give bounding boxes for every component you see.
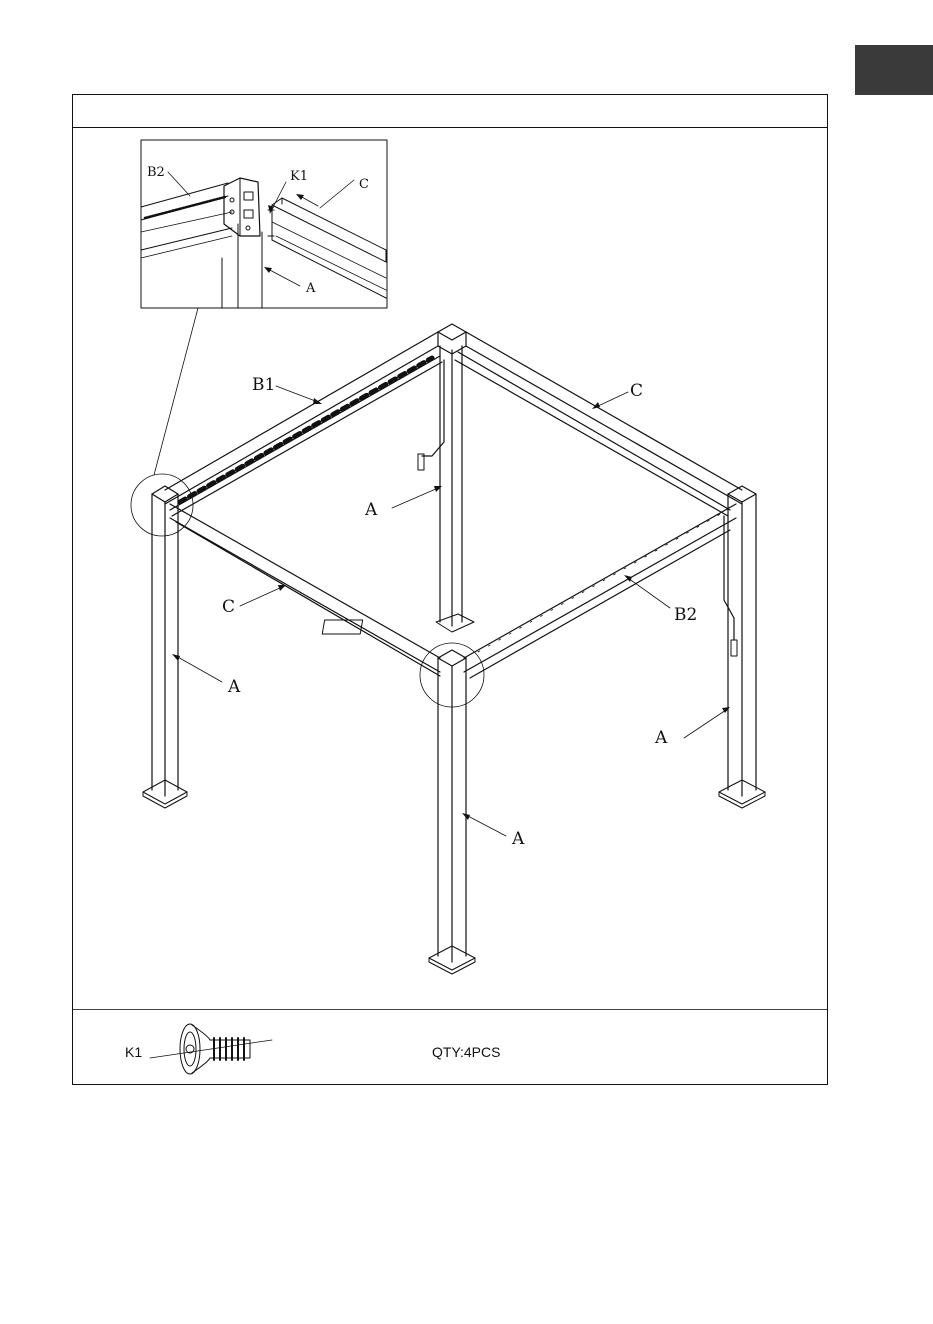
callout-a-left: A bbox=[228, 677, 241, 697]
screw-k1-icon bbox=[150, 1024, 272, 1074]
callout-c-back: C bbox=[630, 381, 644, 401]
inset-label-k1: K1 bbox=[290, 169, 308, 184]
part-label-k1: K1 bbox=[125, 1044, 143, 1060]
inset-label-b2: B2 bbox=[147, 165, 165, 180]
inset-label-a: A bbox=[306, 281, 316, 296]
detail-inset bbox=[141, 140, 387, 308]
callout-c-front: C bbox=[222, 597, 236, 617]
callout-b1: B1 bbox=[252, 375, 276, 395]
part-quantity-k1: QTY:4PCS bbox=[432, 1044, 501, 1060]
callout-a-back: A bbox=[365, 500, 378, 520]
callout-b2: B2 bbox=[674, 605, 698, 625]
callout-leaders bbox=[172, 386, 730, 836]
callout-a-front: A bbox=[512, 829, 525, 849]
inset-label-c: C bbox=[359, 177, 369, 192]
detail-connector bbox=[154, 308, 198, 475]
callout-a-right: A bbox=[655, 728, 668, 748]
pergola-frame bbox=[143, 324, 765, 974]
